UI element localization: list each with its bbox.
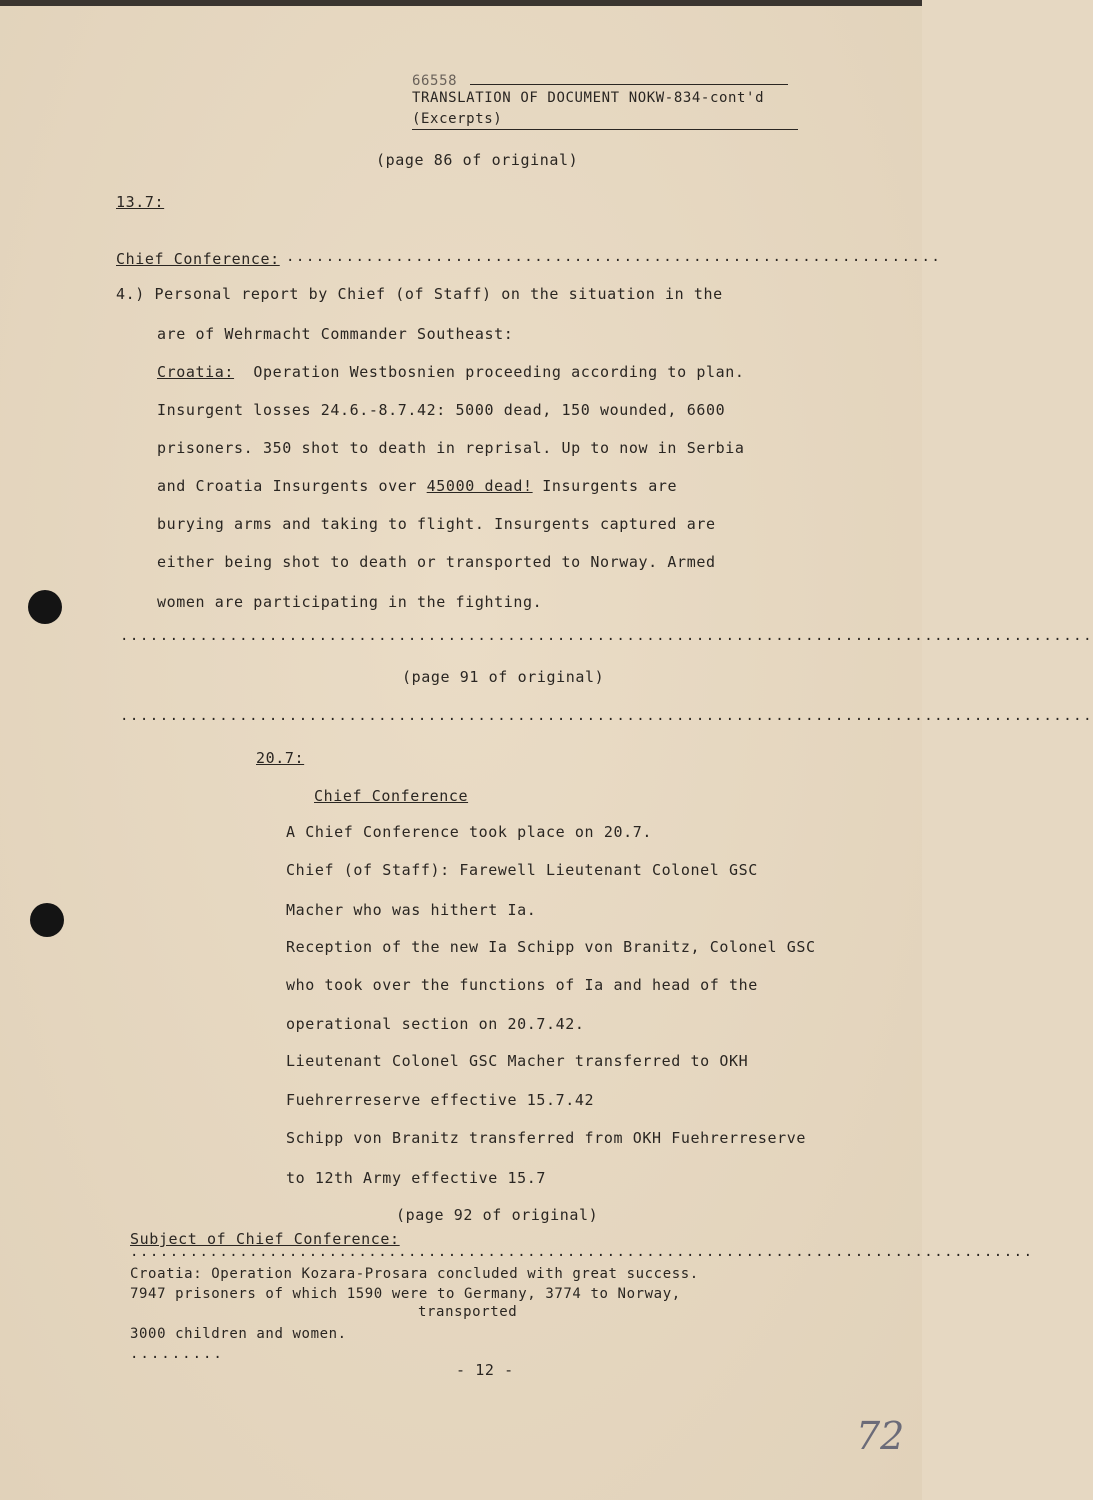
- report-line-1: 4.) Personal report by Chief (of Staff) on the situation in the: [116, 285, 723, 303]
- report-line-6a: and Croatia Insurgents over: [157, 477, 418, 495]
- subject-heading: Subject of Chief Conference:: [130, 1230, 400, 1248]
- page-ref-91: (page 91 of original): [402, 668, 605, 686]
- report-line-6: [157, 477, 677, 495]
- punch-hole-top: [28, 590, 62, 624]
- document-title: TRANSLATION OF DOCUMENT NOKW-834-cont'd: [412, 90, 765, 106]
- croatia-label: Croatia:: [157, 363, 235, 381]
- page-number: - 12 -: [456, 1361, 514, 1379]
- report-line-6b: Insurgents are: [542, 477, 678, 495]
- page-ref-86: (page 86 of original): [376, 151, 579, 169]
- conference-line-5: who took over the functions of Ia and head of the: [286, 976, 758, 994]
- subject-line-4: 3000 children and women.: [130, 1326, 347, 1342]
- subject-line-3: transported: [418, 1304, 518, 1320]
- report-line-8: either being shot to death or transported to Norway. Armed: [157, 553, 716, 571]
- conference-line-6: operational section on 20.7.42.: [286, 1015, 585, 1033]
- report-line-9: women are participating in the fighting.: [157, 593, 543, 611]
- entry-date-13-7: 13.7:: [116, 193, 165, 211]
- chief-conference-heading: Chief Conference:: [116, 250, 280, 268]
- conference-line-10: to 12th Army effective 15.7: [286, 1169, 547, 1187]
- header-rule-bottom: [412, 129, 798, 130]
- report-line-3: [157, 363, 744, 381]
- document-subtitle: (Excerpts): [412, 111, 503, 127]
- report-line-4: Insurgent losses 24.6.-8.7.42: 5000 dead, 150 wounded, 6600: [157, 401, 726, 419]
- conference-line-2: Chief (of Staff): Farewell Lieutenant Colonel GSC: [286, 861, 758, 879]
- page-ref-92: (page 92 of original): [396, 1206, 599, 1224]
- report-line-5: prisoners. 350 shot to death in reprisal. Up to now in Serbia: [157, 439, 745, 457]
- scan-edge: [0, 0, 922, 6]
- entry-date-20-7: 20.7:: [256, 749, 305, 767]
- conference-line-3: Macher who was hithert Ia.: [286, 901, 537, 919]
- conference-line-1: A Chief Conference took place on 20.7.: [286, 823, 652, 841]
- punch-hole-bottom: [30, 903, 64, 937]
- report-line-3-text: Operation Westbosnien proceeding according to plan.: [253, 363, 745, 381]
- dot-leader: ..................................................................: [286, 249, 942, 265]
- subject-line-2: 7947 prisoners of which 1590 were to Germany, 3774 to Norway,: [130, 1286, 681, 1302]
- trailing-dots: .........: [130, 1346, 224, 1362]
- chief-conference-subheading: Chief Conference: [314, 787, 469, 805]
- report-line-7: burying arms and taking to flight. Insurgents captured are: [157, 515, 716, 533]
- separator-dots-3: ...........................................................................................: [130, 1244, 1034, 1260]
- handwritten-page-number: 72: [856, 1414, 905, 1458]
- conference-line-8: Fuehrerreserve effective 15.7.42: [286, 1091, 595, 1109]
- header-rule-top: [470, 84, 788, 85]
- report-line-2: are of Wehrmacht Commander Southeast:: [157, 325, 514, 343]
- conference-line-7: Lieutenant Colonel GSC Macher transferred to OKH: [286, 1052, 749, 1070]
- subject-line-1: Croatia: Operation Kozara-Prosara concluded with great success.: [130, 1266, 699, 1282]
- separator-dots-2: ..................................................................................................: [120, 708, 1093, 724]
- conference-line-4: Reception of the new Ia Schipp von Branitz, Colonel GSC: [286, 938, 816, 956]
- conference-line-9: Schipp von Branitz transferred from OKH Fuehrerreserve: [286, 1129, 807, 1147]
- casualty-figure: 45000 dead!: [426, 477, 533, 495]
- separator-dots-1: ..................................................................................................: [120, 628, 1093, 644]
- stamp-number: 66558: [412, 73, 458, 89]
